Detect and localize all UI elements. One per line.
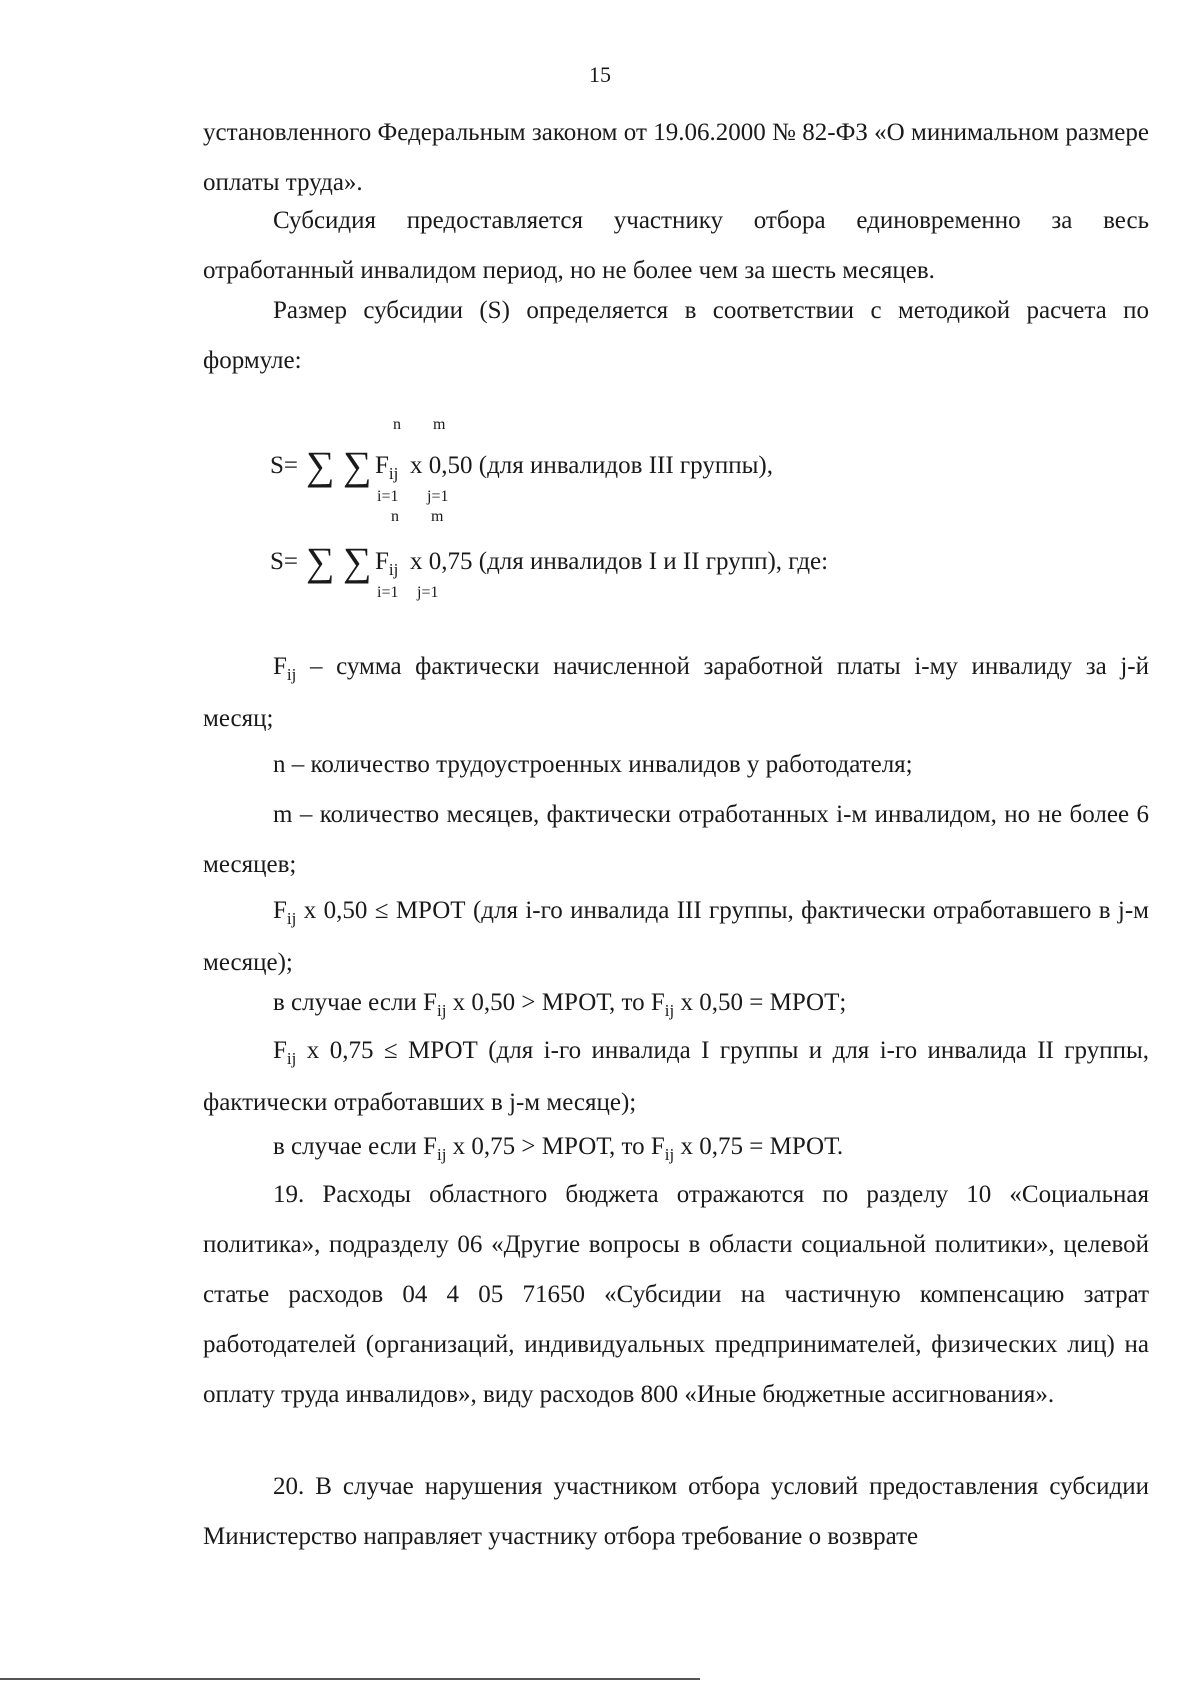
sum-lower-j: j=1 — [417, 584, 439, 601]
paragraph-subsidy-provision: Субсидия предоставляется участнику отбора единовременно за весь отработанный инвалидом период, но не более чем за шесть месяцев. — [203, 207, 1149, 284]
paragraph-19-budget: 19. Расходы областного бюджета отражаются по разделу 10 «Социальная политика», подразделу 06 «Другие вопросы в области социальной политики», целевой статье расходов 04 4 05 71650 «Субсидии на частичную компенсацию затрат работодателей (организаций, индивидуальных предпринимателей, физических лиц) на оплату труда инвалидов», виду расходов 800 «Иные бюджетные ассигнования». — [203, 1181, 1149, 1408]
condition-group-iii: $F_{ij}$ x 0,50 ≤ МРОТ (для i-го инвалида III группы, фактически отработавшего в j-м месяце); — [203, 897, 1149, 976]
sum-upper-m: m — [431, 508, 444, 525]
sum-symbol-i: ∑ — [306, 443, 335, 488]
paragraph-20-violation: 20. В случае нарушения участником отбора условий предоставления субсидии Министерство направляет участнику отбора требование о возврате — [203, 1473, 1149, 1550]
page-number: 15 — [589, 62, 611, 87]
sum-upper-n: n — [391, 508, 399, 525]
sum-symbol-j: ∑ — [343, 443, 372, 488]
formula-lhs: S= — [270, 452, 299, 479]
sum-lower-j: j=1 — [427, 488, 449, 505]
bottom-scan-edge — [0, 1678, 700, 1680]
sum-lower-i: i=1 — [377, 488, 399, 505]
cap-group-iii: в случае если $F_{ij}$ x 0,50 > МРОТ, то $F_{ij}$ x 0,50 = МРОТ; — [273, 989, 847, 1020]
definition-fij: $F_{ij}$ – сумма фактически начисленной заработной платы i-му инвалиду за j-й месяц; — [203, 653, 1149, 732]
definition-m: m – количество месяцев, фактически отработанных i-м инвалидом, но не более 6 месяцев; — [203, 801, 1149, 878]
paragraph-mrot-law: установленного Федеральным законом от 19.06.2000 № 82-ФЗ «О минимальном размере оплаты труда». — [203, 119, 1149, 196]
sum-lower-i: i=1 — [377, 584, 399, 601]
sum-symbol-j: ∑ — [343, 539, 372, 584]
cap-group-i-ii: в случае если $F_{ij}$ x 0,75 > МРОТ, то $F_{ij}$ x 0,75 = МРОТ. — [273, 1133, 844, 1164]
condition-group-i-ii: $F_{ij}$ x 0,75 ≤ МРОТ (для i-го инвалида I группы и для i-го инвалида II группы, фактически отработавших в j-м месяце); — [203, 1037, 1149, 1116]
formula-lhs: S= — [270, 548, 299, 575]
sum-symbol-i: ∑ — [306, 539, 335, 584]
sum-upper-m: m — [433, 416, 446, 433]
formula-rhs: x 0,50 (для инвалидов III группы), — [410, 452, 773, 479]
definition-n: n – количество трудоустроенных инвалидов у работодателя; — [273, 751, 913, 778]
formula-rhs: x 0,75 (для инвалидов I и II групп), где: — [410, 548, 829, 575]
sum-upper-n: n — [393, 416, 401, 433]
paragraph-subsidy-size: Размер субсидии (S) определяется в соответствии с методикой расчета по формуле: — [203, 297, 1149, 374]
formula-f: $F_{ij}$ — [375, 452, 399, 483]
formula-f: $F_{ij}$ — [375, 548, 399, 579]
